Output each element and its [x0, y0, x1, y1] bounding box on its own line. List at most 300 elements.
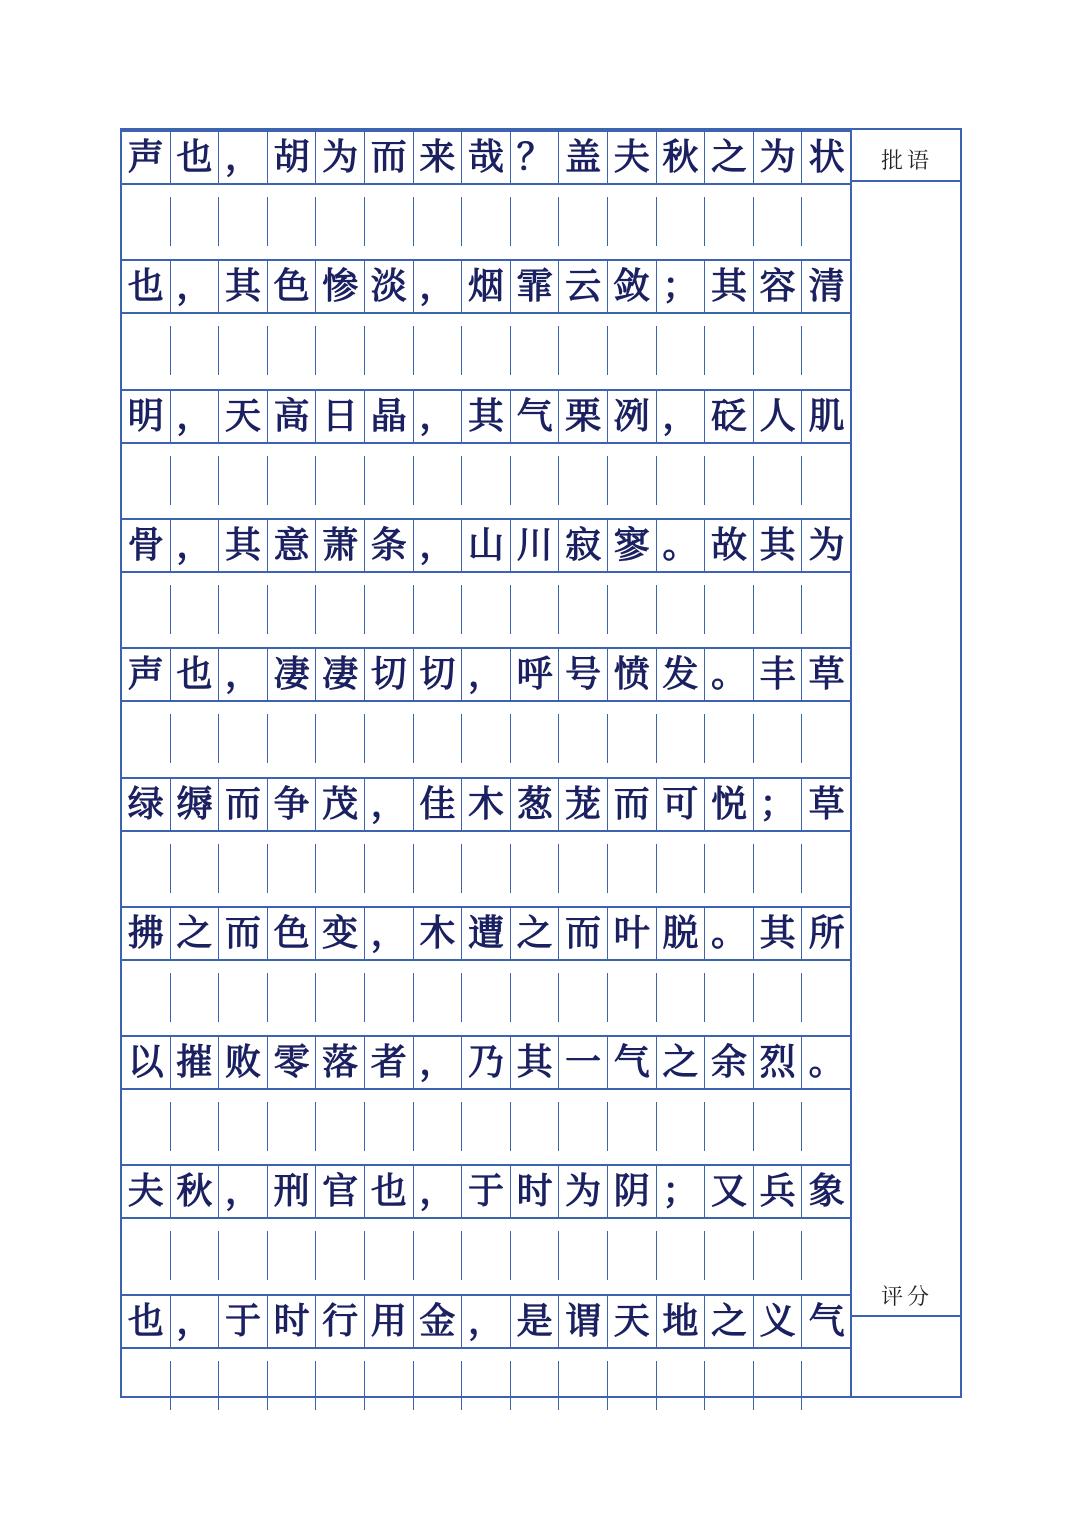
empty-cell: [414, 1361, 463, 1410]
empty-row: [122, 197, 850, 246]
empty-cell: [754, 585, 803, 634]
char-cell: [268, 1296, 317, 1347]
empty-cell: [414, 844, 463, 893]
handwritten-char: 胡: [273, 136, 310, 178]
char-cell: [365, 1037, 414, 1088]
handwritten-char: 又: [710, 1170, 747, 1212]
empty-cell: [414, 1102, 463, 1151]
empty-cell: [414, 585, 463, 634]
empty-cell: [316, 197, 365, 246]
empty-cell: [462, 326, 511, 375]
char-cell: [122, 391, 171, 442]
handwritten-char: ，: [176, 524, 213, 566]
handwritten-char: 山: [467, 524, 504, 566]
char-cell: [705, 1166, 754, 1217]
char-cell: [365, 1296, 414, 1347]
handwritten-char: 余: [710, 1041, 747, 1083]
char-cell: [705, 649, 754, 700]
handwritten-char: 之: [662, 1041, 699, 1083]
char-cell: [754, 132, 803, 183]
handwritten-char: ，: [662, 395, 699, 437]
handwritten-char: 而: [224, 783, 261, 825]
empty-row: [122, 456, 850, 505]
char-cell: [754, 649, 803, 700]
char-cell: [559, 649, 608, 700]
char-cell: [219, 1166, 268, 1217]
empty-cell: [316, 714, 365, 763]
handwritten-char: 绿: [127, 783, 164, 825]
char-cell: [511, 520, 560, 571]
handwritten-char: ，: [224, 136, 261, 178]
char-cell: [657, 261, 706, 312]
handwritten-char: 脱: [662, 912, 699, 954]
handwritten-char: ？: [516, 136, 553, 178]
char-cell: [608, 1037, 657, 1088]
empty-row: [122, 844, 850, 893]
handwritten-char: 秋: [662, 136, 699, 178]
char-cell: [802, 1296, 851, 1347]
handwritten-char: 于: [467, 1170, 504, 1212]
empty-cell: [122, 844, 171, 893]
handwritten-char: 木: [467, 783, 504, 825]
handwritten-char: 号: [565, 653, 602, 695]
empty-cell: [608, 714, 657, 763]
char-cell: [365, 132, 414, 183]
text-row: [122, 647, 850, 702]
handwritten-char: 刑: [273, 1170, 310, 1212]
char-cell: [365, 520, 414, 571]
handwritten-char: 夫: [613, 136, 650, 178]
handwritten-char: 敛: [613, 265, 650, 307]
handwritten-char: 萧: [322, 524, 359, 566]
empty-cell: [511, 973, 560, 1022]
char-cell: [316, 261, 365, 312]
empty-row: [122, 1102, 850, 1151]
empty-cell: [171, 585, 220, 634]
char-cell: [462, 908, 511, 959]
char-cell: [171, 1296, 220, 1347]
empty-cell: [122, 1102, 171, 1151]
char-cell: [802, 1166, 851, 1217]
char-cell: [754, 520, 803, 571]
handwritten-char: 其: [759, 524, 796, 566]
empty-cell: [316, 1361, 365, 1410]
handwritten-char: 也: [370, 1170, 407, 1212]
handwritten-char: 时: [516, 1170, 553, 1212]
empty-cell: [268, 197, 317, 246]
handwritten-char: 也: [176, 136, 213, 178]
empty-cell: [705, 1102, 754, 1151]
char-cell: [657, 908, 706, 959]
empty-cell: [219, 197, 268, 246]
empty-cell: [705, 326, 754, 375]
char-cell: [705, 520, 754, 571]
handwritten-char: 而: [370, 136, 407, 178]
handwritten-char: 之: [710, 136, 747, 178]
char-cell: [705, 779, 754, 830]
char-cell: [414, 1037, 463, 1088]
char-cell: [171, 261, 220, 312]
empty-cell: [705, 973, 754, 1022]
char-cell: [122, 649, 171, 700]
char-cell: [462, 779, 511, 830]
empty-cell: [511, 844, 560, 893]
empty-cell: [657, 714, 706, 763]
empty-cell: [414, 456, 463, 505]
empty-row: [122, 973, 850, 1022]
char-cell: [511, 261, 560, 312]
char-cell: [462, 1037, 511, 1088]
empty-cell: [268, 1231, 317, 1280]
handwritten-char: 变: [322, 912, 359, 954]
char-cell: [122, 261, 171, 312]
char-cell: [316, 1166, 365, 1217]
handwritten-char: 可: [662, 783, 699, 825]
empty-cell: [462, 844, 511, 893]
empty-cell: [802, 973, 851, 1022]
empty-cell: [365, 844, 414, 893]
handwritten-char: 而: [613, 783, 650, 825]
empty-cell: [754, 1231, 803, 1280]
char-cell: [754, 908, 803, 959]
text-row: [122, 906, 850, 961]
empty-cell: [705, 456, 754, 505]
empty-cell: [316, 585, 365, 634]
char-cell: [316, 908, 365, 959]
char-cell: [122, 1166, 171, 1217]
char-cell: [219, 261, 268, 312]
empty-cell: [559, 197, 608, 246]
char-cell: [511, 908, 560, 959]
handwritten-char: 。: [710, 912, 747, 954]
empty-cell: [316, 1231, 365, 1280]
char-cell: [171, 908, 220, 959]
char-cell: [608, 1166, 657, 1217]
char-cell: [365, 908, 414, 959]
char-cell: [462, 520, 511, 571]
handwritten-char: 发: [662, 653, 699, 695]
empty-cell: [657, 585, 706, 634]
handwritten-char: 败: [224, 1041, 261, 1083]
empty-cell: [705, 1361, 754, 1410]
empty-cell: [171, 1102, 220, 1151]
handwritten-char: 草: [808, 783, 845, 825]
handwritten-char: 也: [176, 653, 213, 695]
handwritten-char: 为: [565, 1170, 602, 1212]
handwritten-char: 人: [759, 395, 796, 437]
empty-cell: [268, 844, 317, 893]
empty-cell: [754, 844, 803, 893]
empty-cell: [414, 973, 463, 1022]
handwritten-char: 行: [322, 1300, 359, 1342]
char-cell: [559, 1166, 608, 1217]
handwritten-char: 为: [759, 136, 796, 178]
handwritten-char: 烟: [467, 265, 504, 307]
empty-cell: [462, 585, 511, 634]
empty-cell: [122, 714, 171, 763]
handwritten-char: 切: [370, 653, 407, 695]
handwritten-char: 骨: [127, 524, 164, 566]
handwritten-char: 其: [516, 1041, 553, 1083]
char-cell: [171, 1166, 220, 1217]
empty-row: [122, 1231, 850, 1280]
handwritten-char: ，: [419, 1041, 456, 1083]
empty-cell: [559, 1231, 608, 1280]
empty-cell: [365, 1102, 414, 1151]
handwritten-char: 草: [808, 653, 845, 695]
handwritten-char: 金: [419, 1300, 456, 1342]
empty-row: [122, 585, 850, 634]
char-cell: [414, 908, 463, 959]
empty-cell: [754, 1102, 803, 1151]
handwritten-char: 拂: [127, 912, 164, 954]
text-row: [122, 259, 850, 314]
handwritten-char: ，: [419, 395, 456, 437]
char-cell: [316, 649, 365, 700]
handwritten-char: 者: [370, 1041, 407, 1083]
char-cell: [511, 1166, 560, 1217]
handwritten-char: 是: [516, 1300, 553, 1342]
char-cell: [316, 520, 365, 571]
empty-cell: [414, 197, 463, 246]
char-cell: [657, 520, 706, 571]
char-cell: [559, 261, 608, 312]
empty-cell: [657, 1361, 706, 1410]
handwritten-char: 条: [370, 524, 407, 566]
char-cell: [511, 779, 560, 830]
char-cell: [559, 391, 608, 442]
handwritten-char: 日: [322, 395, 359, 437]
empty-cell: [268, 585, 317, 634]
empty-cell: [657, 844, 706, 893]
empty-cell: [171, 1231, 220, 1280]
handwritten-char: 象: [808, 1170, 845, 1212]
char-cell: [608, 261, 657, 312]
empty-cell: [705, 1231, 754, 1280]
char-cell: [462, 1166, 511, 1217]
empty-cell: [219, 844, 268, 893]
text-row: [122, 130, 850, 185]
char-cell: [802, 649, 851, 700]
handwritten-char: 也: [127, 1300, 164, 1342]
handwritten-char: 。: [662, 524, 699, 566]
empty-cell: [608, 973, 657, 1022]
char-cell: [462, 1296, 511, 1347]
empty-cell: [754, 973, 803, 1022]
score-label: 评分: [880, 1285, 933, 1310]
empty-cell: [365, 1231, 414, 1280]
char-cell: [657, 132, 706, 183]
char-cell: [705, 132, 754, 183]
empty-cell: [122, 585, 171, 634]
handwritten-char: ，: [176, 395, 213, 437]
empty-cell: [171, 326, 220, 375]
char-cell: [462, 391, 511, 442]
handwritten-char: 天: [613, 1300, 650, 1342]
char-cell: [802, 779, 851, 830]
handwritten-char: 凄: [322, 653, 359, 695]
handwritten-char: 悦: [710, 783, 747, 825]
char-cell: [608, 1296, 657, 1347]
char-cell: [657, 649, 706, 700]
empty-cell: [802, 1231, 851, 1280]
handwritten-char: 气: [516, 395, 553, 437]
handwritten-char: ，: [419, 524, 456, 566]
empty-cell: [219, 456, 268, 505]
handwritten-char: ，: [224, 653, 261, 695]
handwritten-char: 天: [224, 395, 261, 437]
handwritten-char: 其: [710, 265, 747, 307]
char-cell: [268, 649, 317, 700]
handwritten-char: 寂: [565, 524, 602, 566]
handwritten-char: 冽: [613, 395, 650, 437]
char-cell: [802, 1037, 851, 1088]
char-cell: [414, 1166, 463, 1217]
char-cell: [462, 261, 511, 312]
char-cell: [802, 132, 851, 183]
empty-cell: [657, 326, 706, 375]
empty-cell: [219, 1102, 268, 1151]
handwritten-char: 而: [565, 912, 602, 954]
score-divider: [852, 1315, 962, 1317]
empty-cell: [219, 1361, 268, 1410]
char-cell: [365, 649, 414, 700]
empty-cell: [608, 1102, 657, 1151]
empty-cell: [657, 1102, 706, 1151]
handwritten-char: 惨: [322, 265, 359, 307]
handwritten-char: 茏: [565, 783, 602, 825]
handwritten-char: 。: [710, 653, 747, 695]
empty-cell: [462, 197, 511, 246]
char-cell: [219, 391, 268, 442]
handwritten-char: ，: [419, 1170, 456, 1212]
empty-cell: [365, 326, 414, 375]
handwritten-char: 为: [322, 136, 359, 178]
char-cell: [122, 1296, 171, 1347]
char-cell: [705, 1296, 754, 1347]
handwritten-char: 来: [419, 136, 456, 178]
char-cell: [365, 1166, 414, 1217]
text-row: [122, 1035, 850, 1090]
handwritten-char: 其: [224, 265, 261, 307]
empty-cell: [316, 844, 365, 893]
empty-cell: [802, 326, 851, 375]
char-cell: [608, 908, 657, 959]
handwritten-char: 愤: [613, 653, 650, 695]
handwritten-char: ，: [370, 783, 407, 825]
empty-cell: [559, 973, 608, 1022]
char-cell: [268, 1166, 317, 1217]
empty-cell: [268, 1102, 317, 1151]
char-cell: [316, 779, 365, 830]
empty-cell: [705, 585, 754, 634]
char-cell: [754, 1296, 803, 1347]
char-cell: [608, 779, 657, 830]
char-cell: [802, 261, 851, 312]
text-row: [122, 389, 850, 444]
handwritten-char: 云: [565, 265, 602, 307]
empty-cell: [171, 1361, 220, 1410]
empty-cell: [122, 197, 171, 246]
handwritten-char: 葱: [516, 783, 553, 825]
handwritten-char: 状: [808, 136, 845, 178]
char-cell: [462, 132, 511, 183]
handwritten-char: 容: [759, 265, 796, 307]
handwritten-char: 川: [516, 524, 553, 566]
handwritten-char: 清: [808, 265, 845, 307]
handwritten-char: 争: [273, 783, 310, 825]
empty-cell: [268, 456, 317, 505]
char-cell: [171, 391, 220, 442]
char-cell: [171, 1037, 220, 1088]
empty-cell: [559, 456, 608, 505]
handwritten-char: 霏: [516, 265, 553, 307]
empty-cell: [802, 197, 851, 246]
handwritten-char: 色: [273, 265, 310, 307]
char-cell: [608, 520, 657, 571]
side-panel: [850, 130, 962, 1396]
empty-cell: [219, 585, 268, 634]
handwritten-char: 明: [127, 395, 164, 437]
char-cell: [365, 391, 414, 442]
handwritten-char: 阴: [613, 1170, 650, 1212]
empty-cell: [462, 1102, 511, 1151]
handwritten-char: ，: [370, 912, 407, 954]
char-cell: [268, 1037, 317, 1088]
handwritten-char: 兵: [759, 1170, 796, 1212]
char-cell: [219, 1037, 268, 1088]
char-cell: [414, 649, 463, 700]
char-cell: [414, 391, 463, 442]
handwritten-char: 时: [273, 1300, 310, 1342]
empty-cell: [511, 714, 560, 763]
empty-cell: [462, 714, 511, 763]
empty-cell: [171, 456, 220, 505]
char-cell: [657, 1037, 706, 1088]
handwritten-char: ；: [662, 1170, 699, 1212]
handwritten-char: 色: [273, 912, 310, 954]
char-cell: [657, 1296, 706, 1347]
empty-cell: [171, 714, 220, 763]
handwritten-char: 而: [224, 912, 261, 954]
char-cell: [705, 261, 754, 312]
char-cell: [657, 779, 706, 830]
empty-cell: [365, 1361, 414, 1410]
empty-cell: [608, 585, 657, 634]
empty-cell: [802, 456, 851, 505]
handwritten-char: 以: [127, 1041, 164, 1083]
empty-cell: [705, 714, 754, 763]
handwritten-char: 哉: [467, 136, 504, 178]
empty-cell: [462, 973, 511, 1022]
empty-cell: [802, 585, 851, 634]
empty-cell: [316, 973, 365, 1022]
empty-cell: [122, 1361, 171, 1410]
char-cell: [559, 1037, 608, 1088]
char-cell: [511, 1296, 560, 1347]
empty-cell: [219, 1231, 268, 1280]
handwritten-char: 其: [759, 912, 796, 954]
empty-row: [122, 326, 850, 375]
char-cell: [414, 779, 463, 830]
empty-cell: [219, 973, 268, 1022]
empty-cell: [462, 1361, 511, 1410]
text-row: [122, 1294, 850, 1349]
handwritten-char: 声: [127, 653, 164, 695]
char-cell: [705, 1037, 754, 1088]
handwritten-char: 肌: [808, 395, 845, 437]
char-cell: [268, 261, 317, 312]
